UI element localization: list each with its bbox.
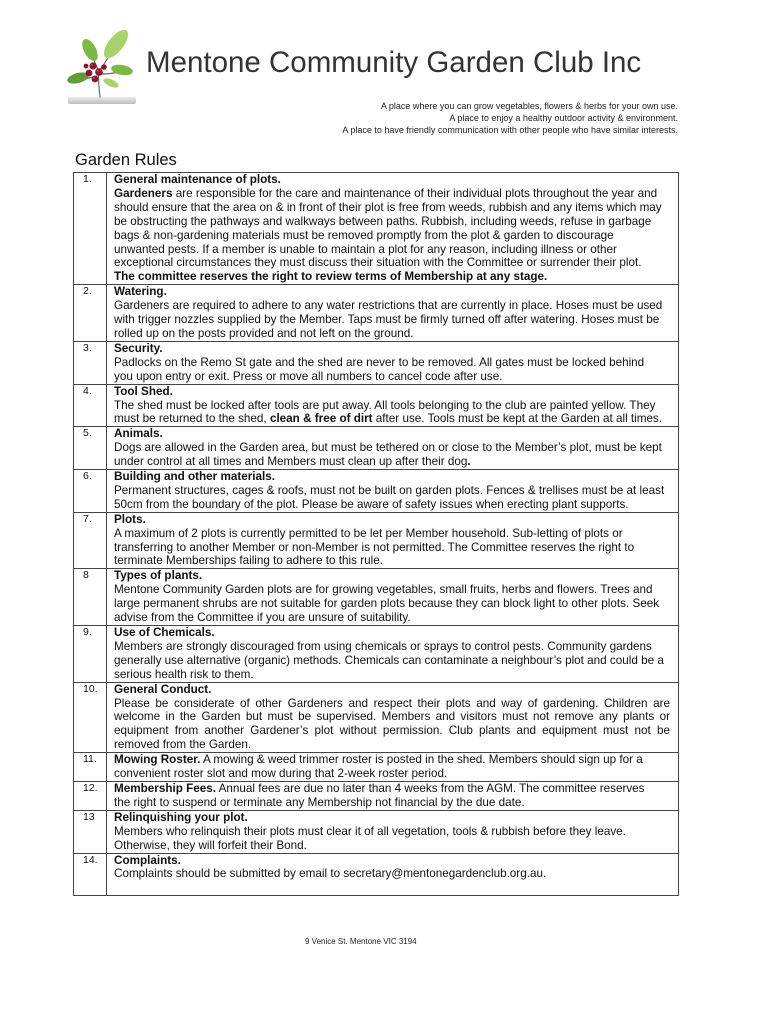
rule-line: [114, 173, 670, 187]
rule-line: [114, 867, 670, 881]
rule-text: [107, 173, 679, 285]
rule-line: [114, 299, 670, 313]
rule-body-text: Gardeners are required to adhere to any water restrictions that are currently in place. Hoses must be used: [114, 299, 663, 313]
rule-heading: General maintenance of plots.: [114, 173, 281, 186]
rule-text: [107, 512, 679, 569]
rule-line: [114, 611, 670, 625]
rule-line: [114, 753, 670, 767]
taglines: [342, 100, 678, 136]
rule-body-text: generally use alternative (organic) methods. Chemicals can contaminate a neighbour’s plot and could be a: [114, 653, 664, 667]
rule-line: [114, 313, 670, 327]
rule-line: [114, 825, 670, 839]
rule-body-text: Otherwise, they will forfeit their Bond.: [114, 838, 307, 852]
rule-number: 8: [74, 569, 107, 626]
footer-address: 9 Venice St. Mentone VIC 3194: [305, 937, 417, 946]
rule-text: [107, 810, 679, 853]
rule-line: [114, 441, 670, 455]
rule-row: [74, 753, 679, 782]
rule-number: 2.: [74, 285, 107, 342]
rule-body-text: Please be considerate of other Gardeners and respect their plots and way of gardening. Children are: [114, 696, 670, 710]
rule-body-text: welcome in the Garden but must be supervised. Members and visitors must not remove any plants or: [114, 710, 670, 724]
rule-row: [74, 384, 679, 427]
tagline: A place to enjoy a healthy outdoor activity & environment.: [449, 113, 678, 123]
rule-body-text: Complaints should be submitted by email to secretary@mentonegardenclub.org.au.: [114, 867, 547, 881]
rule-number: 6.: [74, 470, 107, 513]
logo-base: [68, 97, 136, 104]
rule-text: [107, 853, 679, 896]
rule-line: [114, 710, 670, 724]
rule-row: [74, 341, 679, 384]
rule-row: [74, 682, 679, 753]
rule-line: [114, 683, 670, 697]
rule-line: [114, 767, 670, 781]
rule-heading: Types of plants.: [114, 569, 203, 583]
rule-line: [114, 342, 670, 356]
rule-text: [107, 682, 679, 753]
rule-line: [114, 455, 670, 469]
rule-row: [74, 173, 679, 285]
rule-body-text: Padlocks on the Remo St gate and the shed are never to be removed. All gates must be locked behind: [114, 355, 645, 369]
rule-heading: Security.: [114, 341, 163, 355]
rule-body-text: rolled up on the posts provided and not left on the ground.: [114, 326, 414, 340]
rule-body-text: after use. Tools must be kept at the Garden at all times.: [372, 412, 663, 426]
rule-body-text: the right to suspend or terminate any Membership not financial by the due date.: [114, 795, 525, 809]
rule-body-text: Members are strongly discouraged from using chemicals or sprays to control pests. Community gardens: [114, 639, 652, 653]
section-title: Garden Rules: [75, 151, 177, 169]
rule-heading: Tool Shed.: [114, 384, 173, 398]
rule-body-text: should ensure that the area on & in front of their plot is free from weeds, rubbish and any items which may: [114, 200, 662, 214]
rule-text: [107, 626, 679, 683]
rule-body-text: you upon entry or exit. Press or move all numbers to cancel code after use.: [114, 369, 503, 383]
rule-body-text: advise from the Committee if you are unsure of suitability.: [114, 611, 411, 625]
rule-line: [114, 796, 670, 810]
rule-body-text: Members who relinquish their plots must clear it of all vegetation, tools & rubbish before they leave.: [114, 824, 626, 838]
rule-body-text: 50cm from the boundary of the plot. Please be aware of safety issues when erecting plant supports.: [114, 497, 629, 511]
rule-body-text: A maximum of 2 plots is currently permitted to be let per Member household. Sub-letting of plots or: [114, 526, 623, 540]
rule-heading: Building and other materials.: [114, 470, 276, 484]
rule-line: [114, 187, 670, 201]
rule-body-text: Permanent structures, cages & roofs, must not be built on garden plots. Fences & trellises must be at least: [114, 483, 665, 497]
rule-line: [114, 782, 670, 796]
rule-row: [74, 427, 679, 470]
club-logo: [64, 24, 142, 108]
rules-table-body: [74, 173, 679, 896]
rule-number: 10.: [74, 682, 107, 753]
rule-body-text: large permanent shrubs are not suitable for garden plots because they can block light to other plots. Seek: [114, 597, 660, 611]
rule-body-text: Annual fees are due no later than 4 weeks from the AGM. The committee reserves: [215, 781, 645, 795]
rule-line: [114, 569, 670, 583]
rule-text: [107, 341, 679, 384]
rule-text: [107, 781, 679, 810]
rule-body-text: A mowing & weed trimmer roster is posted in the shed. Members should sign up for a: [200, 753, 643, 767]
rule-line: [114, 554, 670, 568]
rule-line: [114, 498, 670, 512]
rule-line: [114, 626, 670, 640]
rule-line: [114, 724, 670, 738]
rule-body-text: are responsible for the care and maintenance of their individual plots throughout the year and: [172, 186, 658, 200]
rule-number: 13: [74, 810, 107, 853]
rule-line: [114, 839, 670, 853]
rule-heading: Mowing Roster.: [114, 753, 201, 767]
rule-heading: General Conduct.: [114, 682, 212, 696]
rule-body-text: must be returned to the shed,: [114, 412, 270, 426]
rule-number: 14.: [74, 853, 107, 896]
rule-line: [114, 201, 670, 215]
rule-number: 3.: [74, 341, 107, 384]
rule-row: [74, 810, 679, 853]
rule-line: [114, 327, 670, 341]
logo-leaf: [100, 26, 133, 62]
rule-body-text: equipment from another Gardener’s plot without permission. Club plants and equipment must not be: [114, 724, 670, 738]
rule-line: [114, 370, 670, 384]
rule-emphasis: .: [467, 455, 471, 469]
rules-table: [73, 172, 679, 896]
logo-berries: [84, 62, 107, 82]
rule-text: [107, 470, 679, 513]
rule-line: [114, 412, 670, 426]
rule-line: [114, 229, 670, 243]
rule-text: [107, 384, 679, 427]
rule-line: [114, 697, 670, 711]
rule-text: [107, 285, 679, 342]
rule-heading: Watering.: [114, 285, 167, 299]
rule-heading: Animals.: [114, 427, 163, 441]
rule-body-text: removed from the Garden.: [114, 738, 252, 752]
rule-number: 5.: [74, 427, 107, 470]
logo-leaf: [102, 76, 119, 89]
rule-row: [74, 512, 679, 569]
rule-number: 11.: [74, 753, 107, 782]
rule-emphasis: The committee reserves the right to review terms of Membership at any stage.: [114, 270, 548, 284]
rule-line: [114, 256, 670, 270]
rule-body-text: convenient roster slot and mow during that 2-week roster period.: [114, 767, 448, 781]
rule-emphasis: Gardeners: [114, 186, 173, 200]
rule-line: [114, 583, 670, 597]
rule-text: [107, 427, 679, 470]
logo-leaf: [110, 63, 133, 77]
logo-leaf: [79, 37, 101, 64]
rule-line: [114, 854, 670, 868]
rule-emphasis: clean & free of dirt: [269, 412, 373, 426]
rule-line: [114, 215, 670, 229]
rule-line: [114, 385, 670, 399]
rule-body-text: exceptional circumstances they must discuss their situation with the Committee or surrender their plot.: [114, 256, 642, 270]
rule-line: [114, 541, 670, 555]
rule-body-text: Mentone Community Garden plots are for growing vegetables, small fruits, herbs and flowers. Trees and: [114, 583, 653, 597]
rule-line: [114, 640, 670, 654]
rule-row: [74, 470, 679, 513]
rule-line: [114, 738, 670, 752]
rule-number: 4.: [74, 384, 107, 427]
rule-number: 7.: [74, 512, 107, 569]
rule-line: [114, 285, 670, 299]
rule-body-text: with trigger nozzles supplied by the Member. Taps must be firmly turned off after watering. Hoses must be: [114, 313, 660, 327]
tagline: A place where you can grow vegetables, flowers & herbs for your own use.: [380, 101, 678, 111]
rule-line: [114, 597, 670, 611]
rule-heading: Plots.: [114, 512, 146, 526]
rule-body-text: serious health risk to them.: [114, 667, 254, 681]
rule-line: [114, 513, 670, 527]
rule-line: [114, 356, 670, 370]
rule-line: [114, 527, 670, 541]
rule-heading: Complaints.: [114, 853, 181, 867]
rule-number: 1.: [74, 173, 107, 285]
rule-heading: Membership Fees.: [114, 781, 216, 795]
rule-body-text: terminate Memberships failing to adhere to this rule.: [114, 554, 383, 568]
rule-body-text: be obstructing the pathways and walkways between paths. Rubbish, including weeds, refuse in garbage: [114, 214, 652, 228]
rule-line: [114, 668, 670, 682]
rule-text: [107, 753, 679, 782]
rule-body-text: transferring to another Member or non-Member is not permitted. The Committee reserves the right to: [114, 540, 635, 554]
rule-line: [114, 654, 670, 668]
rule-body-text: under control at all times and Members must clean up after their dog: [114, 455, 468, 469]
rule-body-text: unwanted pests. If a member is unable to maintain a plot for any reason, including illness or other: [114, 242, 617, 256]
rule-heading: Relinquishing your plot.: [114, 810, 248, 824]
rule-line: [114, 243, 670, 257]
rule-line: [114, 470, 670, 484]
rule-line: [114, 427, 670, 441]
rule-line: [114, 270, 670, 284]
rule-number: 9.: [74, 626, 107, 683]
rule-line: [114, 484, 670, 498]
rule-number: 12.: [74, 781, 107, 810]
rule-row: [74, 569, 679, 626]
rule-body-text: Dogs are allowed in the Garden area, but must be tethered on or close to the Member’s plot, must be kept: [114, 441, 662, 455]
tagline: A place to have friendly communication with other people who have similar interests.: [342, 125, 678, 135]
rule-heading: Use of Chemicals.: [114, 626, 215, 639]
rule-row: [74, 626, 679, 683]
rule-line: [114, 399, 670, 413]
rule-text: [107, 569, 679, 626]
club-title: Mentone Community Garden Club Inc: [146, 46, 642, 79]
rule-body-text: bags & non-gardening materials must be removed promptly from the plot & garden to discourage: [114, 228, 614, 242]
rule-body-text: The shed must be locked after tools are put away. All tools belonging to the club are painted yellow. They: [114, 398, 656, 412]
rule-row: [74, 853, 679, 896]
rule-row: [74, 781, 679, 810]
rule-line: [114, 811, 670, 825]
rule-row: [74, 285, 679, 342]
